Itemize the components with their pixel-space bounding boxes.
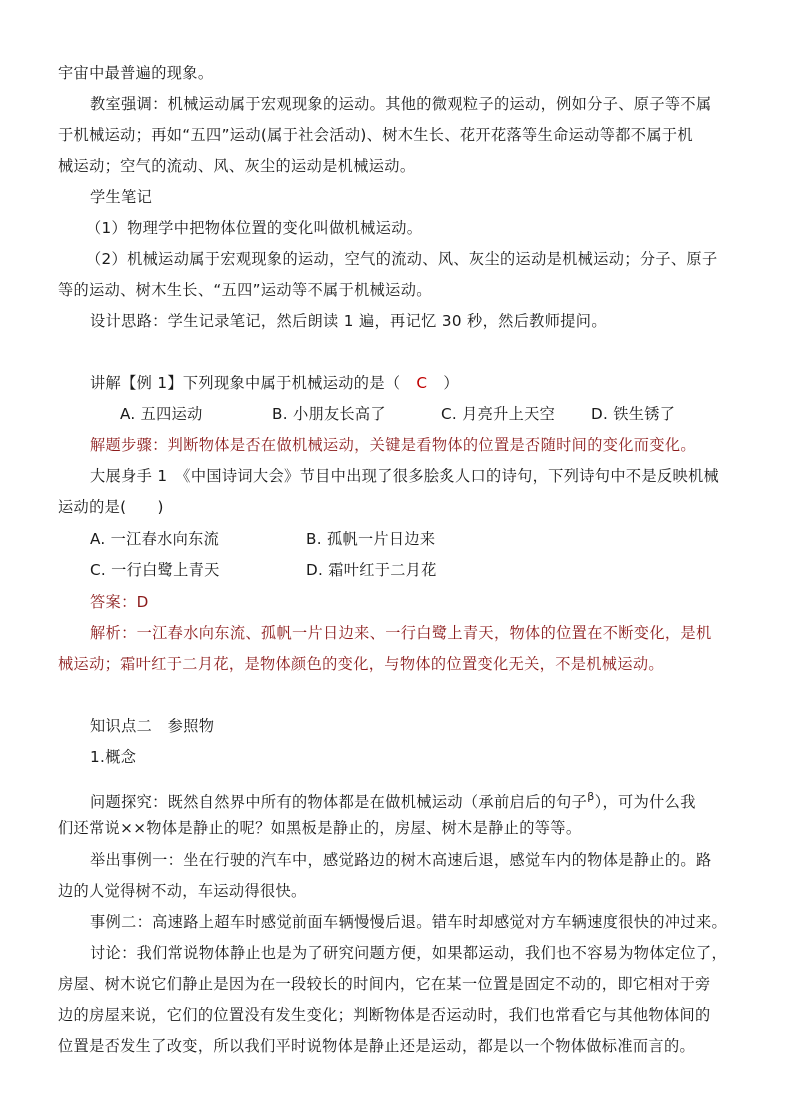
- paragraph-line: 等的运动、树木生长、“五四”运动等不属于机械运动。: [58, 281, 432, 299]
- option-c: C. 月亮升上天空: [441, 405, 556, 423]
- paragraph-line: 于机械运动；再如“五四”运动(属于社会活动)、树木生长、花开花落等生命运动等都不属于机: [58, 126, 693, 144]
- question-text-end: ），可为什么我: [594, 793, 696, 811]
- paragraph-line: 设计思路：学生记录笔记，然后朗读 1 遍，再记忆 30 秒，然后教师提问。: [90, 312, 607, 330]
- beta-superscript: β: [587, 790, 595, 803]
- exercise-question: 运动的是( ): [58, 498, 164, 516]
- exercise-question: 大展身手 1 《中国诗词大会》节目中出现了很多脍炙人口的诗句，下列诗句中不是反映机械: [90, 467, 720, 485]
- option-a: A. 一江春水向东流: [90, 530, 220, 548]
- paragraph-line: 宇宙中最普遍的现象。: [58, 64, 214, 82]
- section-title: 知识点二 参照物: [90, 717, 215, 735]
- paragraph-line: 们还常说××物体是静止的呢？如黑板是静止的，房屋、树木是静止的等等。: [58, 819, 582, 837]
- question-text: 问题探究：既然自然界中所有的物体都是在做机械运动（承前启后的句子: [90, 793, 588, 811]
- example-question-text: 讲解【例 1】下列现象中属于机械运动的是（: [90, 374, 401, 392]
- paragraph-line: 举出事例一：坐在行驶的汽车中，感觉路边的树木高速后退，感觉车内的物体是静止的。路: [90, 851, 712, 869]
- paragraph-line: 位置是否发生了改变，所以我们平时说物体是静止还是运动，都是以一个物体做标准而言的。: [58, 1037, 696, 1055]
- option-b: B. 小朋友长高了: [272, 405, 386, 423]
- analysis-line: 解析：一江春水向东流、孤帆一片日边来、一行白鹭上青天，物体的位置在不断变化，是机: [90, 624, 712, 642]
- option-d: D. 霜叶红于二月花: [306, 561, 437, 579]
- paragraph-line: [90, 786, 696, 813]
- paragraph-line: 事例二：高速路上超车时感觉前面车辆慢慢后退。错车时却感觉对方车辆速度很快的冲过来。: [90, 913, 728, 931]
- note-item: （1）物理学中把物体位置的变化叫做机械运动。: [86, 219, 423, 237]
- paragraph-line: 边的人觉得树不动，车运动得很快。: [58, 882, 307, 900]
- option-a: A. 五四运动: [120, 405, 203, 423]
- example-answer: C: [416, 374, 428, 392]
- option-c: C. 一行白鹭上青天: [90, 561, 220, 579]
- note-item: （2）机械运动属于宏观现象的运动，空气的流动、风、灰尘的运动是机械运动；分子、原子: [86, 250, 718, 268]
- solution-steps: 解题步骤：判断物体是否在做机械运动，关键是看物体的位置是否随时间的变化而变化。: [90, 436, 696, 454]
- example-question-close: ）: [443, 374, 459, 392]
- answer-line: 答案：D: [90, 593, 149, 611]
- section-heading: 学生笔记: [90, 188, 153, 206]
- analysis-line: 械运动；霜叶红于二月花，是物体颜色的变化，与物体的位置变化无关，不是机械运动。: [58, 655, 664, 673]
- example-question: [90, 372, 459, 394]
- paragraph-line: 教室强调：机械运动属于宏观现象的运动。其他的微观粒子的运动，例如分子、原子等不属: [90, 95, 712, 113]
- paragraph-line: 边的房屋来说，它们的位置没有发生变化；判断物体是否运动时，我们也常看它与其他物体间的: [58, 1006, 711, 1024]
- option-d: D. 铁生锈了: [591, 405, 676, 423]
- subsection-title: 1.概念: [90, 748, 137, 766]
- paragraph-line: 械运动；空气的流动、风、灰尘的运动是机械运动。: [58, 157, 416, 175]
- paragraph-line: 讨论：我们常说物体静止也是为了研究问题方便，如果都运动，我们也不容易为物体定位了，: [90, 944, 728, 962]
- option-b: B. 孤帆一片日边来: [306, 530, 436, 548]
- paragraph-line: 房屋、树木说它们静止是因为在一段较长的时间内，它在某一位置是固定不动的，即它相对于旁: [58, 975, 711, 993]
